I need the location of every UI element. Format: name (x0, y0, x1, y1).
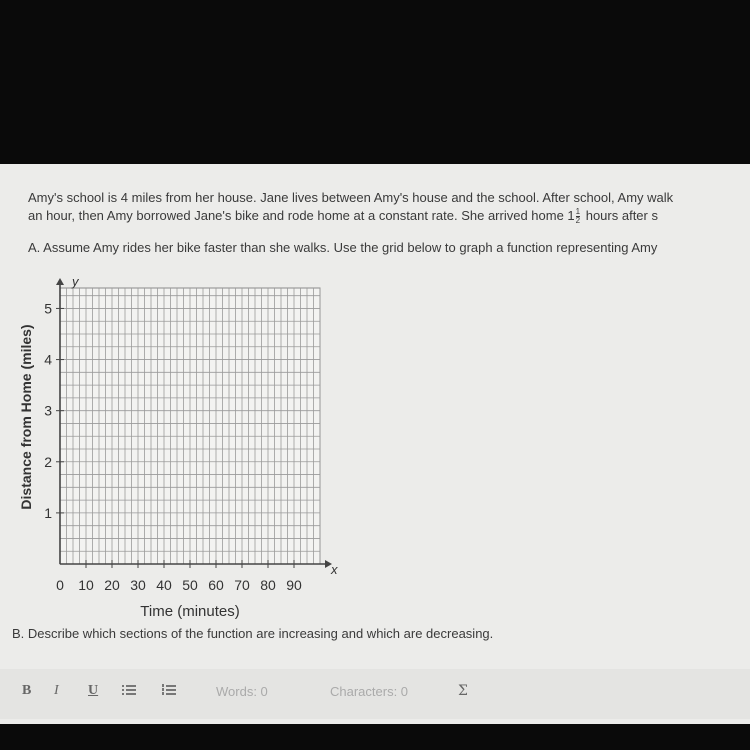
italic-button[interactable]: I (54, 683, 59, 698)
character-count: Characters: 0 (330, 684, 409, 699)
y-axis-letter: y (72, 274, 79, 289)
x-tick-label: 50 (182, 577, 198, 593)
x-tick-label: 90 (286, 577, 302, 593)
question-screen (0, 164, 750, 724)
x-tick-label: 20 (104, 577, 120, 593)
bullet-list-icon[interactable] (122, 683, 136, 699)
word-count: Words: 0 (216, 684, 268, 699)
problem-text-line-2-start: an hour, then Amy borrowed Jane's bike and rode home at a constant rate. She arrived home 1 (28, 208, 575, 223)
y-tick-label: 4 (44, 351, 52, 368)
problem-text-line-1: Amy's school is 4 miles from her house. Jane lives between Amy's house and the school. After school, Amy walk (28, 190, 674, 205)
graph-grid[interactable] (0, 264, 360, 624)
y-tick-label: 2 (44, 453, 52, 470)
editor-toolbar (0, 669, 750, 719)
x-tick-label: 60 (208, 577, 224, 593)
bold-button[interactable]: B (22, 683, 32, 698)
y-tick-label: 1 (44, 504, 52, 521)
x-tick-label: 80 (260, 577, 276, 593)
grid-lines (60, 288, 320, 564)
problem-text-line-2-end: hours after s (582, 208, 658, 223)
one-half-fraction (576, 208, 580, 225)
underline-button[interactable]: U (88, 683, 99, 698)
y-tick-label: 3 (44, 402, 52, 419)
sigma-icon[interactable]: Σ (458, 683, 468, 699)
y-tick-label: 5 (44, 300, 52, 317)
fraction-numerator: 1 (575, 207, 581, 217)
x-tick-label: 30 (130, 577, 146, 593)
x-axis-letter: x (331, 562, 338, 577)
x-tick-label: 0 (56, 577, 64, 593)
x-tick-label: 40 (156, 577, 172, 593)
part-a-prompt: A. Assume Amy rides her bike faster than she walks. Use the grid below to graph a function representing Amy (28, 240, 658, 255)
y-axis-arrow (56, 278, 64, 285)
part-b-prompt: B. Describe which sections of the function are increasing and which are decreasing. (12, 626, 494, 641)
y-axis-title: Distance from Home (miles) (18, 324, 34, 510)
x-axis-title: Time (minutes) (140, 603, 240, 620)
fraction-denominator: 2 (575, 216, 581, 226)
x-tick-label: 10 (78, 577, 94, 593)
numbered-list-icon[interactable] (162, 683, 176, 699)
x-tick-label: 70 (234, 577, 250, 593)
problem-text-line-2 (28, 208, 658, 225)
